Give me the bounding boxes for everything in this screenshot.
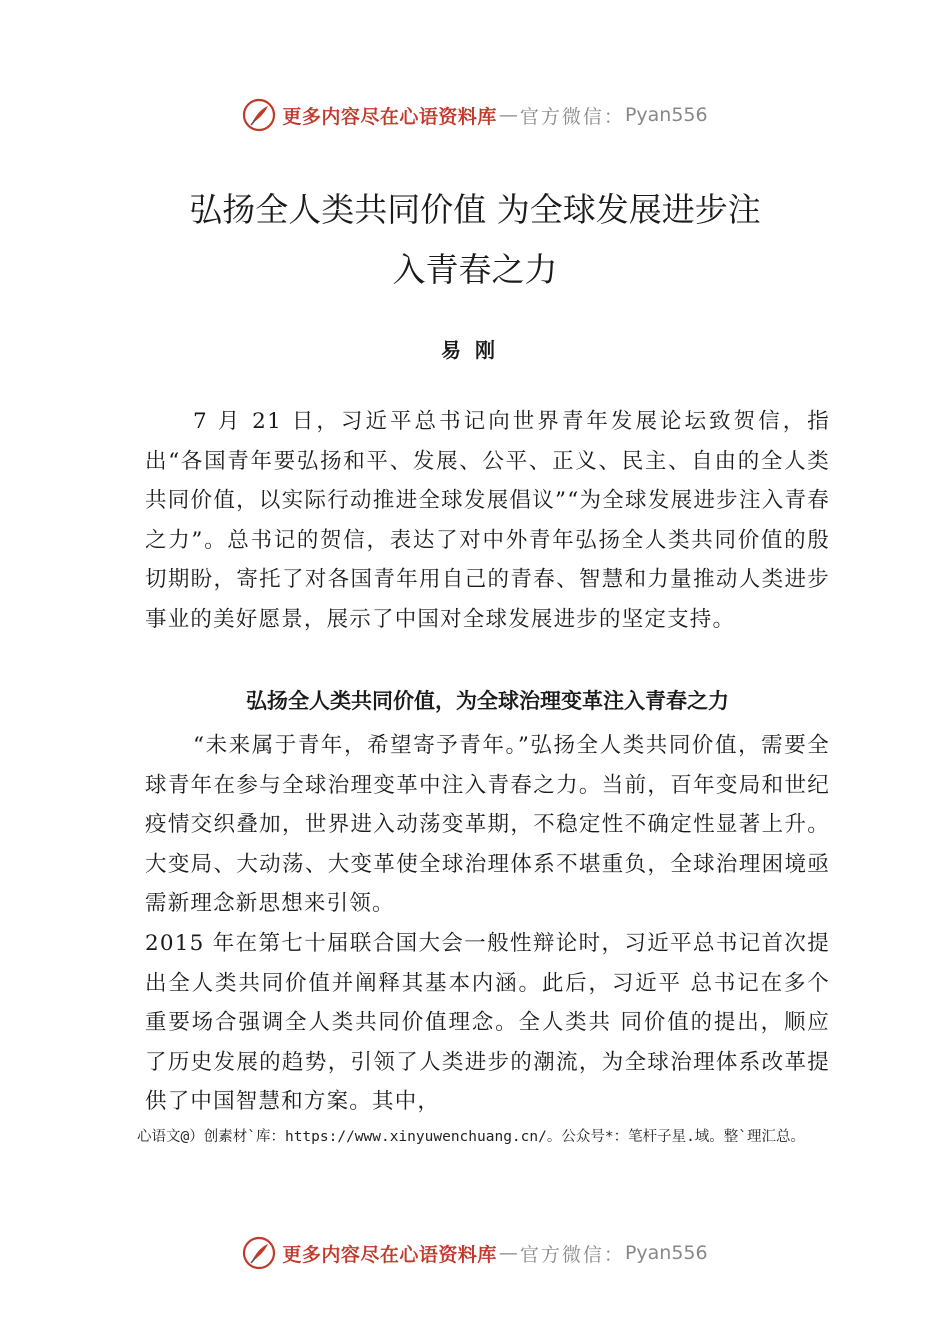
paragraph-intro	[145, 402, 830, 640]
banner-wechat-id: Pyan556	[624, 1242, 708, 1264]
header-banner	[0, 95, 950, 135]
banner-wechat-label: 官方微信：	[519, 105, 625, 128]
paragraph-future-youth-text: “未来属于青年，希望寄予青年。”弘扬全人类共同价值，需要全球青年在参与全球治理变革中注入青春之力。当前，百年变局和世纪疫情交织叠加，世界进入动荡变革期，不稳定性不确定性显著上升。大变局、大动荡、大变革使全球治理体系不堪重负，全球治理困境亟需新理念新思想来引领。	[145, 733, 830, 917]
banner-dash: —	[498, 1242, 518, 1264]
paragraph-future-youth	[145, 726, 830, 924]
paragraph-2015: 2015 年在第七十届联合国大会一般性辩论时，习近平总书记首次提出全人类共同价值并阐释其基本内涵。此后，习近平 总书记在多个重要场合强调全人类共同价值理念。全人类共 同价值的提出，顺应了历史发展的趋势，引领了人类进步的潮流，为全球治理体系改革提供了中国智慧和方案。其中，	[145, 931, 830, 1115]
banner-dash: —	[498, 104, 518, 126]
feather-pen-logo-icon	[242, 98, 276, 132]
banner-wechat-id: Pyan556	[624, 104, 708, 126]
source-footnote: 心语文@）创素材`库：https://www.xinyuwenchuang.cn/。公众号*：笔杆子星.域。整`理汇总。	[137, 1129, 806, 1145]
document-title	[130, 180, 820, 300]
banner-brand-text: 更多内容尽在心语资料库	[282, 105, 497, 128]
title-line-2: 入青春之力	[392, 250, 558, 289]
title-line-1: 弘扬全人类共同价值 为全球发展进步注	[189, 190, 761, 229]
paragraph-intro-text: 7 月 21 日，习近平总书记向世界青年发展论坛致贺信，指出“各国青年要弘扬和平、发展、公平、正义、民主、自由的全人类共同价值，以实际行动推进全球发展倡议”“为全球发展进步注入青春之力”。总书记的贺信，表达了对中外青年弘扬全人类共同价值的殷切期盼，寄托了对各国青年用自己的青春、智慧和力量推动人类进步事业的美好愿景，展示了中国对全球发展进步的坚定支持。	[145, 409, 830, 632]
banner-brand-text: 更多内容尽在心语资料库	[282, 1243, 497, 1266]
author-name: 易刚	[441, 338, 509, 362]
section-heading: 弘扬全人类共同价值，为全球治理变革注入青春之力	[246, 689, 729, 713]
feather-pen-logo-icon	[242, 1236, 276, 1270]
footer-banner	[0, 1233, 950, 1273]
banner-wechat-label: 官方微信：	[519, 1243, 625, 1266]
